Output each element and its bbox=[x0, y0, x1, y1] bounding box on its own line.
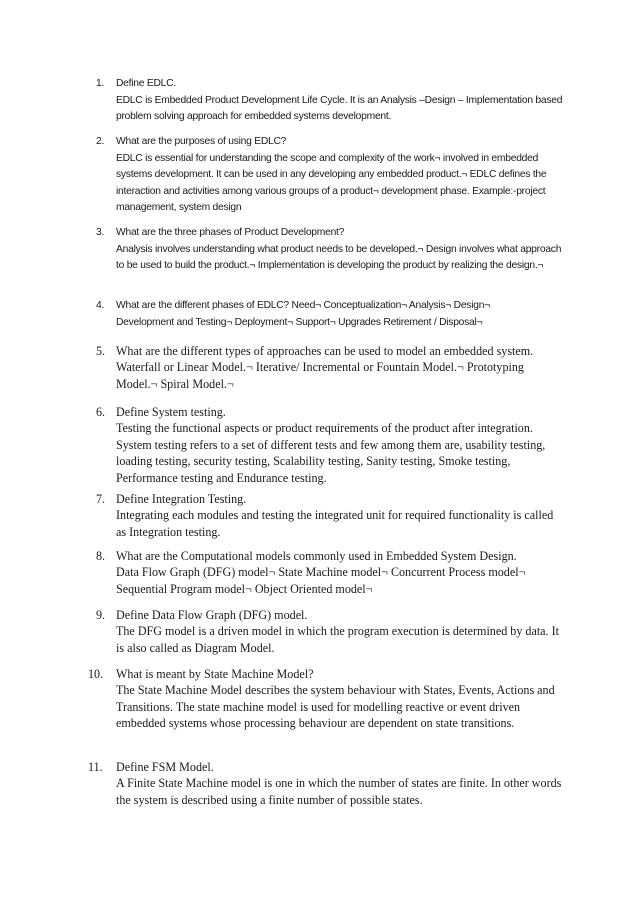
qa-item-6 bbox=[96, 404, 566, 486]
answer-text: Waterfall or Linear Model.¬ Iterative/ Incremental or Fountain Model.¬ Prototyping Model.¬ Spiral Model.¬ bbox=[116, 360, 524, 391]
item-number: 7. bbox=[96, 492, 106, 506]
answer-text: Testing the functional aspects or product requirements of the product after integration. System testing refers to a set of different tests and few among them are, usability testing, loading testing, security testing, Scalability testing, Sanity testing, Smoke testing, Performance testing and Endurance testing. bbox=[116, 421, 546, 485]
answer-text: Data Flow Graph (DFG) model¬ State Machine model¬ Concurrent Process model¬ Sequential Program model¬ Object Oriented model¬ bbox=[116, 565, 526, 596]
qa-item-7 bbox=[96, 491, 566, 540]
question-text: What are the different types of approaches can be used to model an embedded system. bbox=[116, 344, 534, 358]
question-text: Define Data Flow Graph (DFG) model. bbox=[116, 608, 308, 622]
item-number: 3. bbox=[96, 227, 105, 238]
question-text: Define System testing. bbox=[116, 405, 226, 419]
answer-text: Development and Testing¬ Deployment¬ Support¬ Upgrades Retirement / Disposal¬ bbox=[116, 316, 483, 328]
question-text: What is meant by State Machine Model? bbox=[116, 667, 314, 681]
answer-text: The State Machine Model describes the system behaviour with States, Events, Actions and Transitions. The state machine model is used for modelling reactive or event driven embedded systems whose processing behaviour are dependent on state transitions. bbox=[116, 683, 555, 731]
answer-text: EDLC is Embedded Product Development Life Cycle. It is an Analysis –Design – Implementation based problem solving approach for embedded systems development. bbox=[116, 94, 563, 123]
answer-text: A Finite State Machine model is one in which the number of states are finite. In other words the system is described using a finite number of possible states. bbox=[116, 776, 562, 807]
qa-item-1 bbox=[96, 76, 566, 126]
answer-text: The DFG model is a driven model in which the program execution is determined by data. It is also called as Diagram Model. bbox=[116, 624, 559, 655]
question-text: What are the different phases of EDLC? Need¬ Conceptualization¬ Analysis¬ Design¬ bbox=[116, 300, 490, 311]
qa-item-4 bbox=[96, 298, 566, 331]
qa-item-8 bbox=[96, 548, 566, 597]
qa-item-3 bbox=[96, 225, 566, 275]
qa-item-10 bbox=[88, 666, 566, 732]
item-number: 9. bbox=[96, 608, 106, 622]
question-text: What are the three phases of Product Development? bbox=[116, 227, 345, 238]
question-text: What are the purposes of using EDLC? bbox=[116, 136, 287, 147]
qa-item-9 bbox=[96, 607, 566, 656]
qa-item-2 bbox=[96, 134, 566, 217]
item-number: 4. bbox=[96, 300, 105, 311]
answer-text: EDLC is essential for understanding the scope and complexity of the work¬ involved in embedded systems development. It can be used in any developing any embedded product.¬ EDLC defines the interaction and activities among various groups of a product¬ development phase. Example:-project management, system design bbox=[116, 152, 547, 214]
question-text: What are the Computational models commonly used in Embedded System Design. bbox=[116, 549, 517, 563]
item-number: 6. bbox=[96, 405, 106, 419]
answer-text: Analysis involves understanding what product needs to be developed.¬ Design involves what approach to be used to build the product.¬ Implementation is developing the product by realizing the design.¬ bbox=[116, 243, 562, 272]
item-number: 5. bbox=[96, 344, 106, 358]
item-number: 2. bbox=[96, 136, 105, 147]
question-text: Define Integration Testing. bbox=[116, 492, 247, 506]
answer-text: Integrating each modules and testing the integrated unit for required functionality is called as Integration testing. bbox=[116, 508, 554, 539]
question-text: Define FSM Model. bbox=[116, 760, 214, 774]
item-number: 8. bbox=[96, 549, 106, 563]
question-text: Define EDLC. bbox=[116, 78, 176, 89]
qa-item-5 bbox=[96, 343, 566, 392]
item-number: 10. bbox=[88, 667, 104, 681]
item-number: 1. bbox=[96, 78, 105, 89]
item-number: 11. bbox=[88, 760, 103, 774]
qa-item-11 bbox=[88, 759, 566, 808]
